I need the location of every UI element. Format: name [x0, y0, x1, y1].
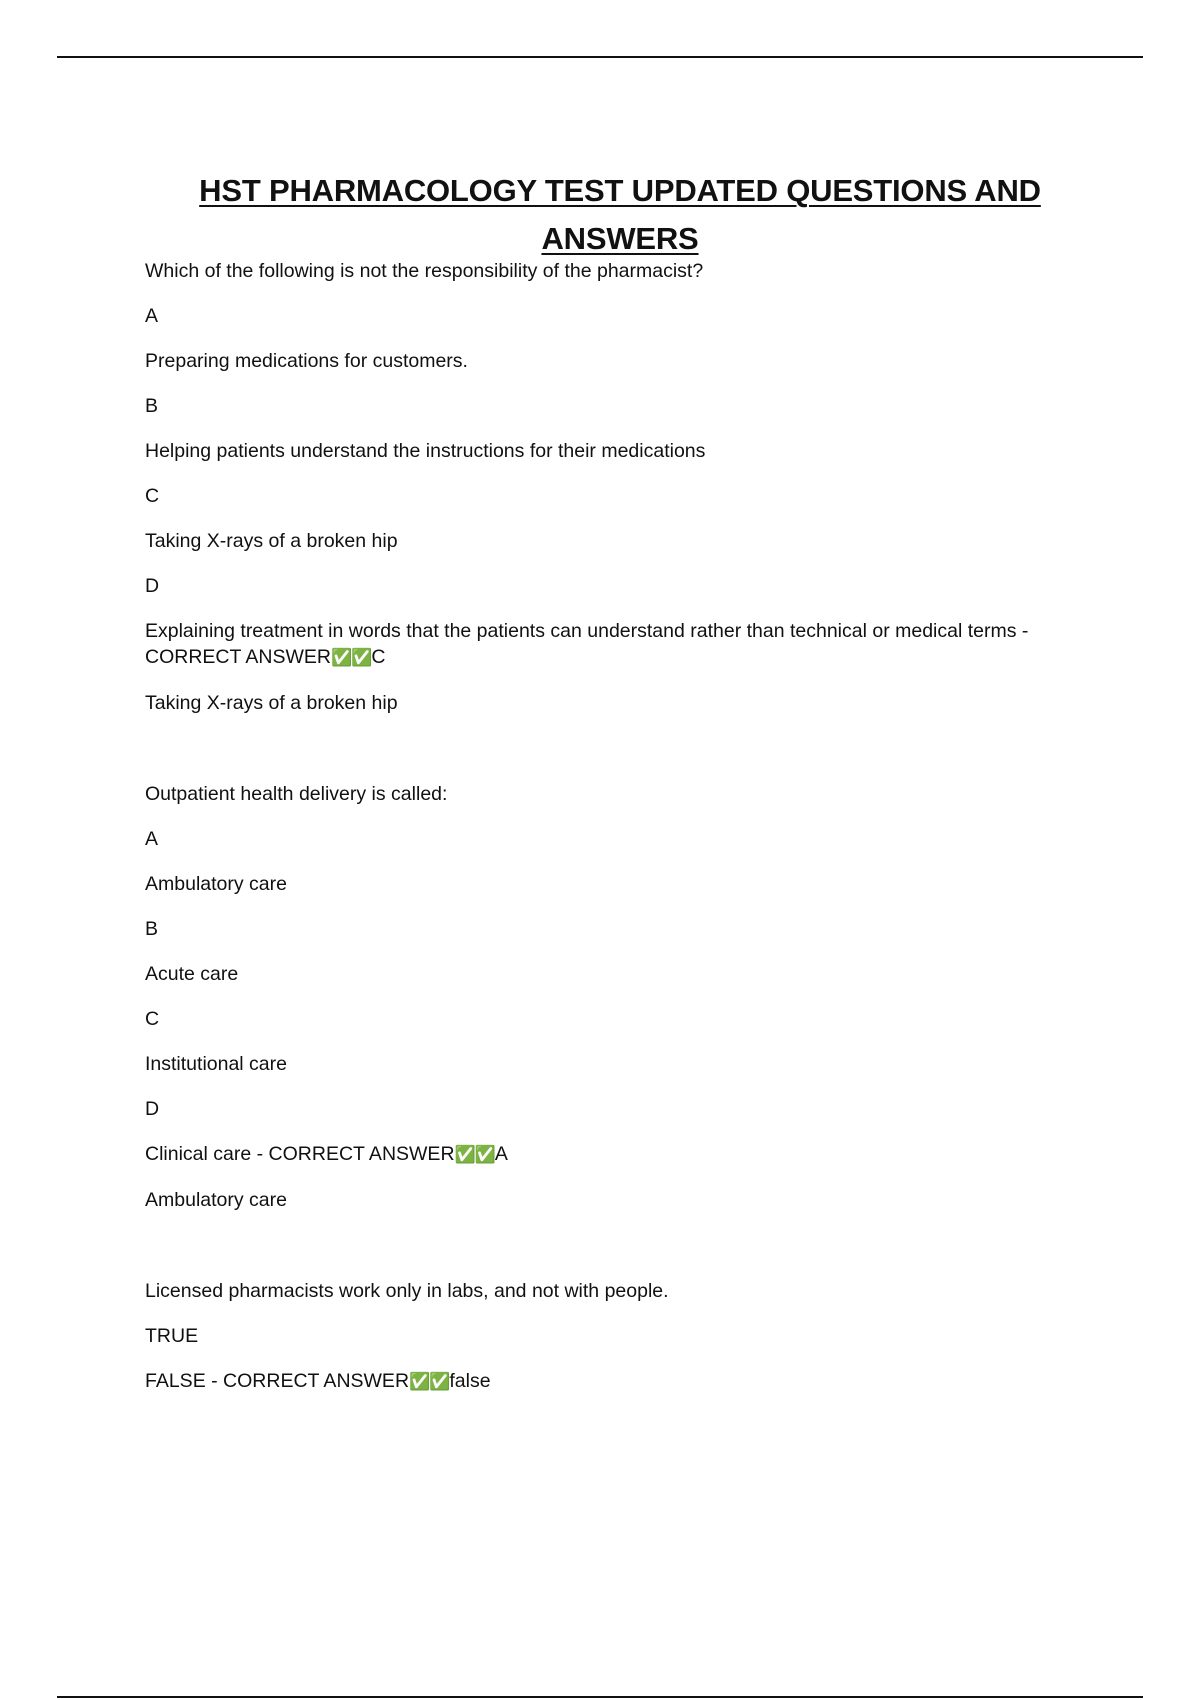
option-text-a: Preparing medications for customers.	[145, 350, 468, 372]
option-false: FALSE - CORRECT ANSWER	[145, 1370, 410, 1392]
option-label-d: D	[145, 1098, 160, 1120]
option-text-d: Explaining treatment in words that the patients can understand rather than technical or medical terms - CORRECT ANSWER	[145, 620, 1029, 668]
document-title: HST PHARMACOLOGY TEST UPDATED QUESTIONS AND ANSWERS	[199, 172, 1041, 256]
option-label-b: B	[145, 395, 159, 417]
option-text-c: Taking X-rays of a broken hip	[145, 530, 398, 552]
option-label-a: A	[145, 828, 159, 850]
question-block-2	[145, 781, 1105, 1213]
question-block-3	[145, 1278, 1105, 1395]
check-marks-icon: ✅✅	[409, 1372, 450, 1392]
option-text-d-with-answer	[145, 618, 1105, 671]
option-text-b: Helping patients understand the instructions for their medications	[145, 440, 706, 462]
check-marks-icon: ✅✅	[331, 648, 372, 668]
option-text-d-with-answer	[145, 1141, 1105, 1168]
answer-text: Ambulatory care	[145, 1189, 287, 1211]
option-text-a: Ambulatory care	[145, 873, 287, 895]
option-label-c: C	[145, 485, 160, 507]
bottom-rule	[57, 1696, 1143, 1698]
question-text: Outpatient health delivery is called:	[145, 783, 448, 805]
document-body	[145, 258, 1105, 1414]
option-text-b: Acute care	[145, 963, 239, 985]
option-label-b: B	[145, 918, 159, 940]
option-text-d: Clinical care - CORRECT ANSWER	[145, 1143, 455, 1165]
option-false-with-answer	[145, 1368, 1105, 1395]
question-text: Which of the following is not the responsibility of the pharmacist?	[145, 260, 704, 282]
question-block-1	[145, 258, 1105, 716]
question-spacer	[145, 735, 1105, 781]
answer-text: Taking X-rays of a broken hip	[145, 692, 398, 714]
option-text-c: Institutional care	[145, 1053, 287, 1075]
top-rule	[57, 56, 1143, 58]
correct-value: false	[449, 1370, 491, 1392]
check-marks-icon: ✅✅	[454, 1145, 495, 1165]
option-label-c: C	[145, 1008, 160, 1030]
option-label-d: D	[145, 575, 160, 597]
option-label-a: A	[145, 305, 159, 327]
question-spacer	[145, 1232, 1105, 1278]
option-true: TRUE	[145, 1325, 199, 1347]
correct-letter: C	[371, 646, 386, 668]
question-text: Licensed pharmacists work only in labs, and not with people.	[145, 1280, 669, 1302]
correct-letter: A	[494, 1143, 508, 1165]
